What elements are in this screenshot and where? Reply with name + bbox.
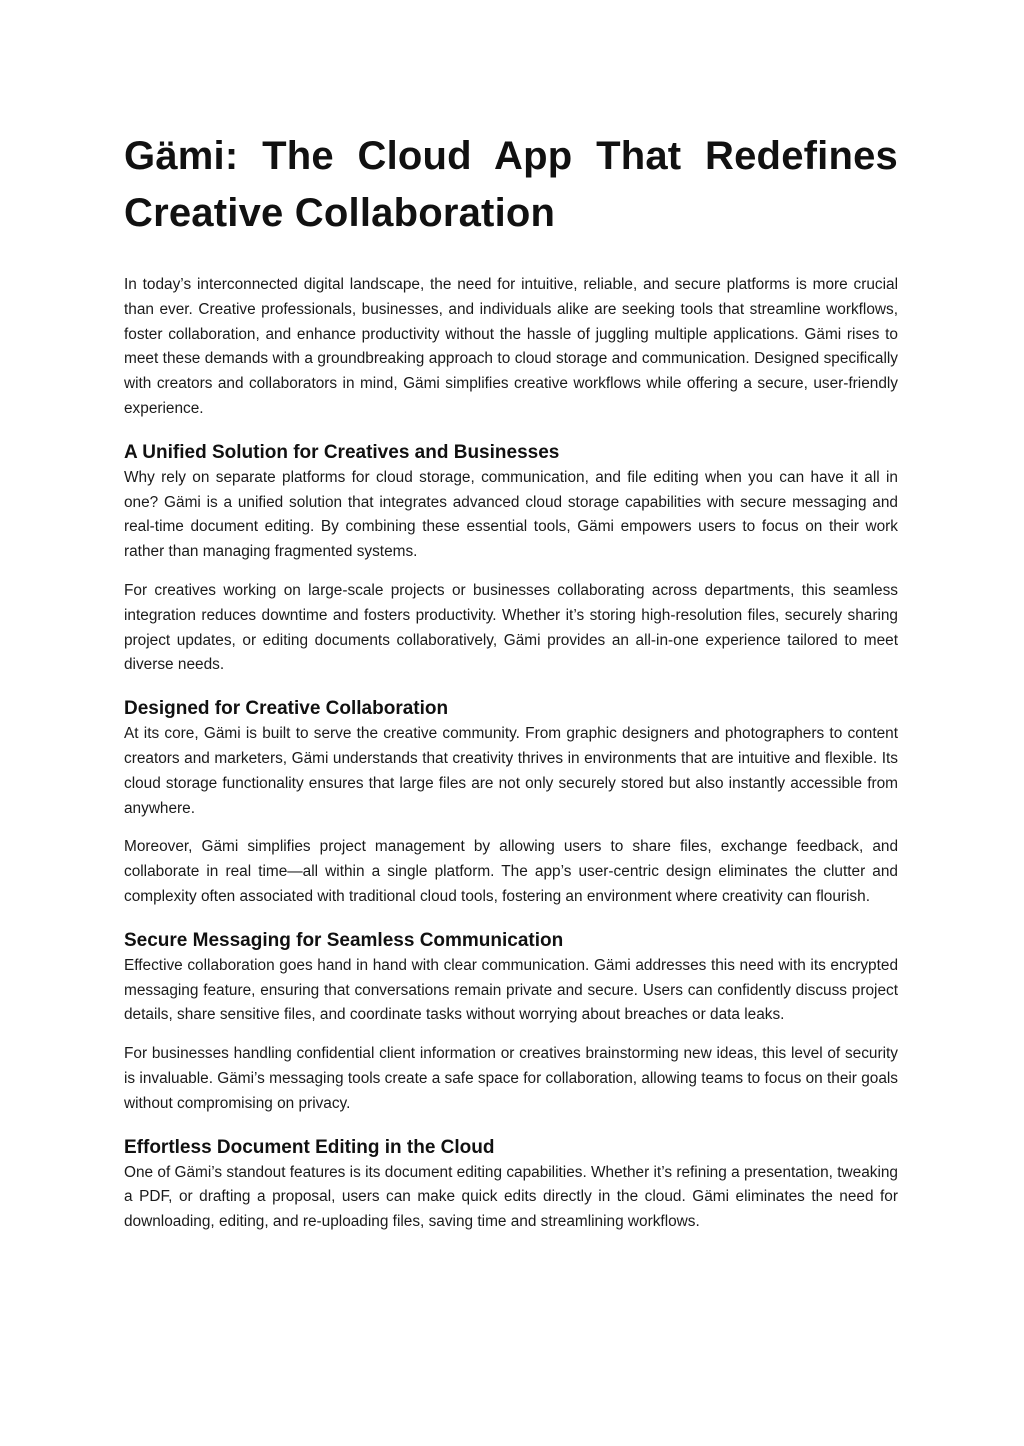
section-paragraph: Effective collaboration goes hand in hand with clear communication. Gämi addresses this need with its encrypted messaging feature, ensuring that conversations remain private and secure. Users can confidently discuss project details, share sensitive files, and coordinate tasks without worrying about breaches or data leaks.	[124, 956, 898, 1024]
section-paragraph: For businesses handling confidential client information or creatives brainstorming new ideas, this level of security is invaluable. Gämi’s messaging tools create a safe space for collaboration, allowing teams to focus on their goals without compromising on privacy.	[124, 1045, 898, 1112]
section-paragraph: At its core, Gämi is built to serve the creative community. From graphic designers and photographers to content creators and marketers, Gämi understands that creativity thrives in environments that are intuitive and flexible. Its cloud storage functionality ensures that large files are not only securely stored but also instantly accessible from anywhere.	[124, 725, 898, 817]
section-heading: Secure Messaging for Seamless Communication	[124, 929, 564, 951]
document-page	[124, 128, 898, 1249]
intro-paragraph: In today’s interconnected digital landscape, the need for intuitive, reliable, and secure platforms is more crucial than ever. Creative professionals, businesses, and individuals alike are seeking tools that streamline workflows, foster collaboration, and enhance productivity without the hassle of juggling multiple applications. Gämi rises to meet these demands with a groundbreaking approach to cloud storage and communication. Designed specifically with creators and collaborators in mind, Gämi simplifies creative workflows while offering a secure, user-friendly experience.	[124, 276, 898, 417]
section-paragraph: One of Gämi’s standout features is its document editing capabilities. Whether it’s refining a presentation, tweaking a PDF, or drafting a proposal, users can make quick edits directly in the cloud. Gämi eliminates the need for downloading, editing, and re-uploading files, saving time and streamlining workflows.	[124, 1163, 898, 1231]
section-creative-collaboration	[124, 696, 898, 910]
section-paragraph: Moreover, Gämi simplifies project management by allowing users to share files, exchange feedback, and collaborate in real time—all within a single platform. The app’s user-centric design eliminates the clutter and complexity often associated with traditional cloud tools, fostering an environment where creativity can flourish.	[124, 838, 898, 905]
section-secure-messaging	[124, 928, 898, 1117]
section-heading: Designed for Creative Collaboration	[124, 698, 449, 720]
document-title: Gämi: The Cloud App That Redefines Creative Collaboration	[124, 134, 898, 235]
section-heading: Effortless Document Editing in the Cloud	[124, 1136, 495, 1158]
section-unified-solution	[124, 440, 898, 678]
section-document-editing	[124, 1135, 898, 1235]
section-paragraph: Why rely on separate platforms for cloud storage, communication, and file editing when you can have it all in one? Gämi is a unified solution that integrates advanced cloud storage capabilities with secure messaging and real-time document editing. By combining these essential tools, Gämi empowers users to focus on their work rather than managing fragmented systems.	[124, 468, 898, 561]
section-paragraph: For creatives working on large-scale projects or businesses collaborating across departments, this seamless integration reduces downtime and fosters productivity. Whether it’s storing high-resolution files, securely sharing project updates, or editing documents collaboratively, Gämi provides an all-in-one experience tailored to meet diverse needs.	[124, 581, 898, 674]
section-heading: A Unified Solution for Creatives and Businesses	[124, 441, 560, 463]
